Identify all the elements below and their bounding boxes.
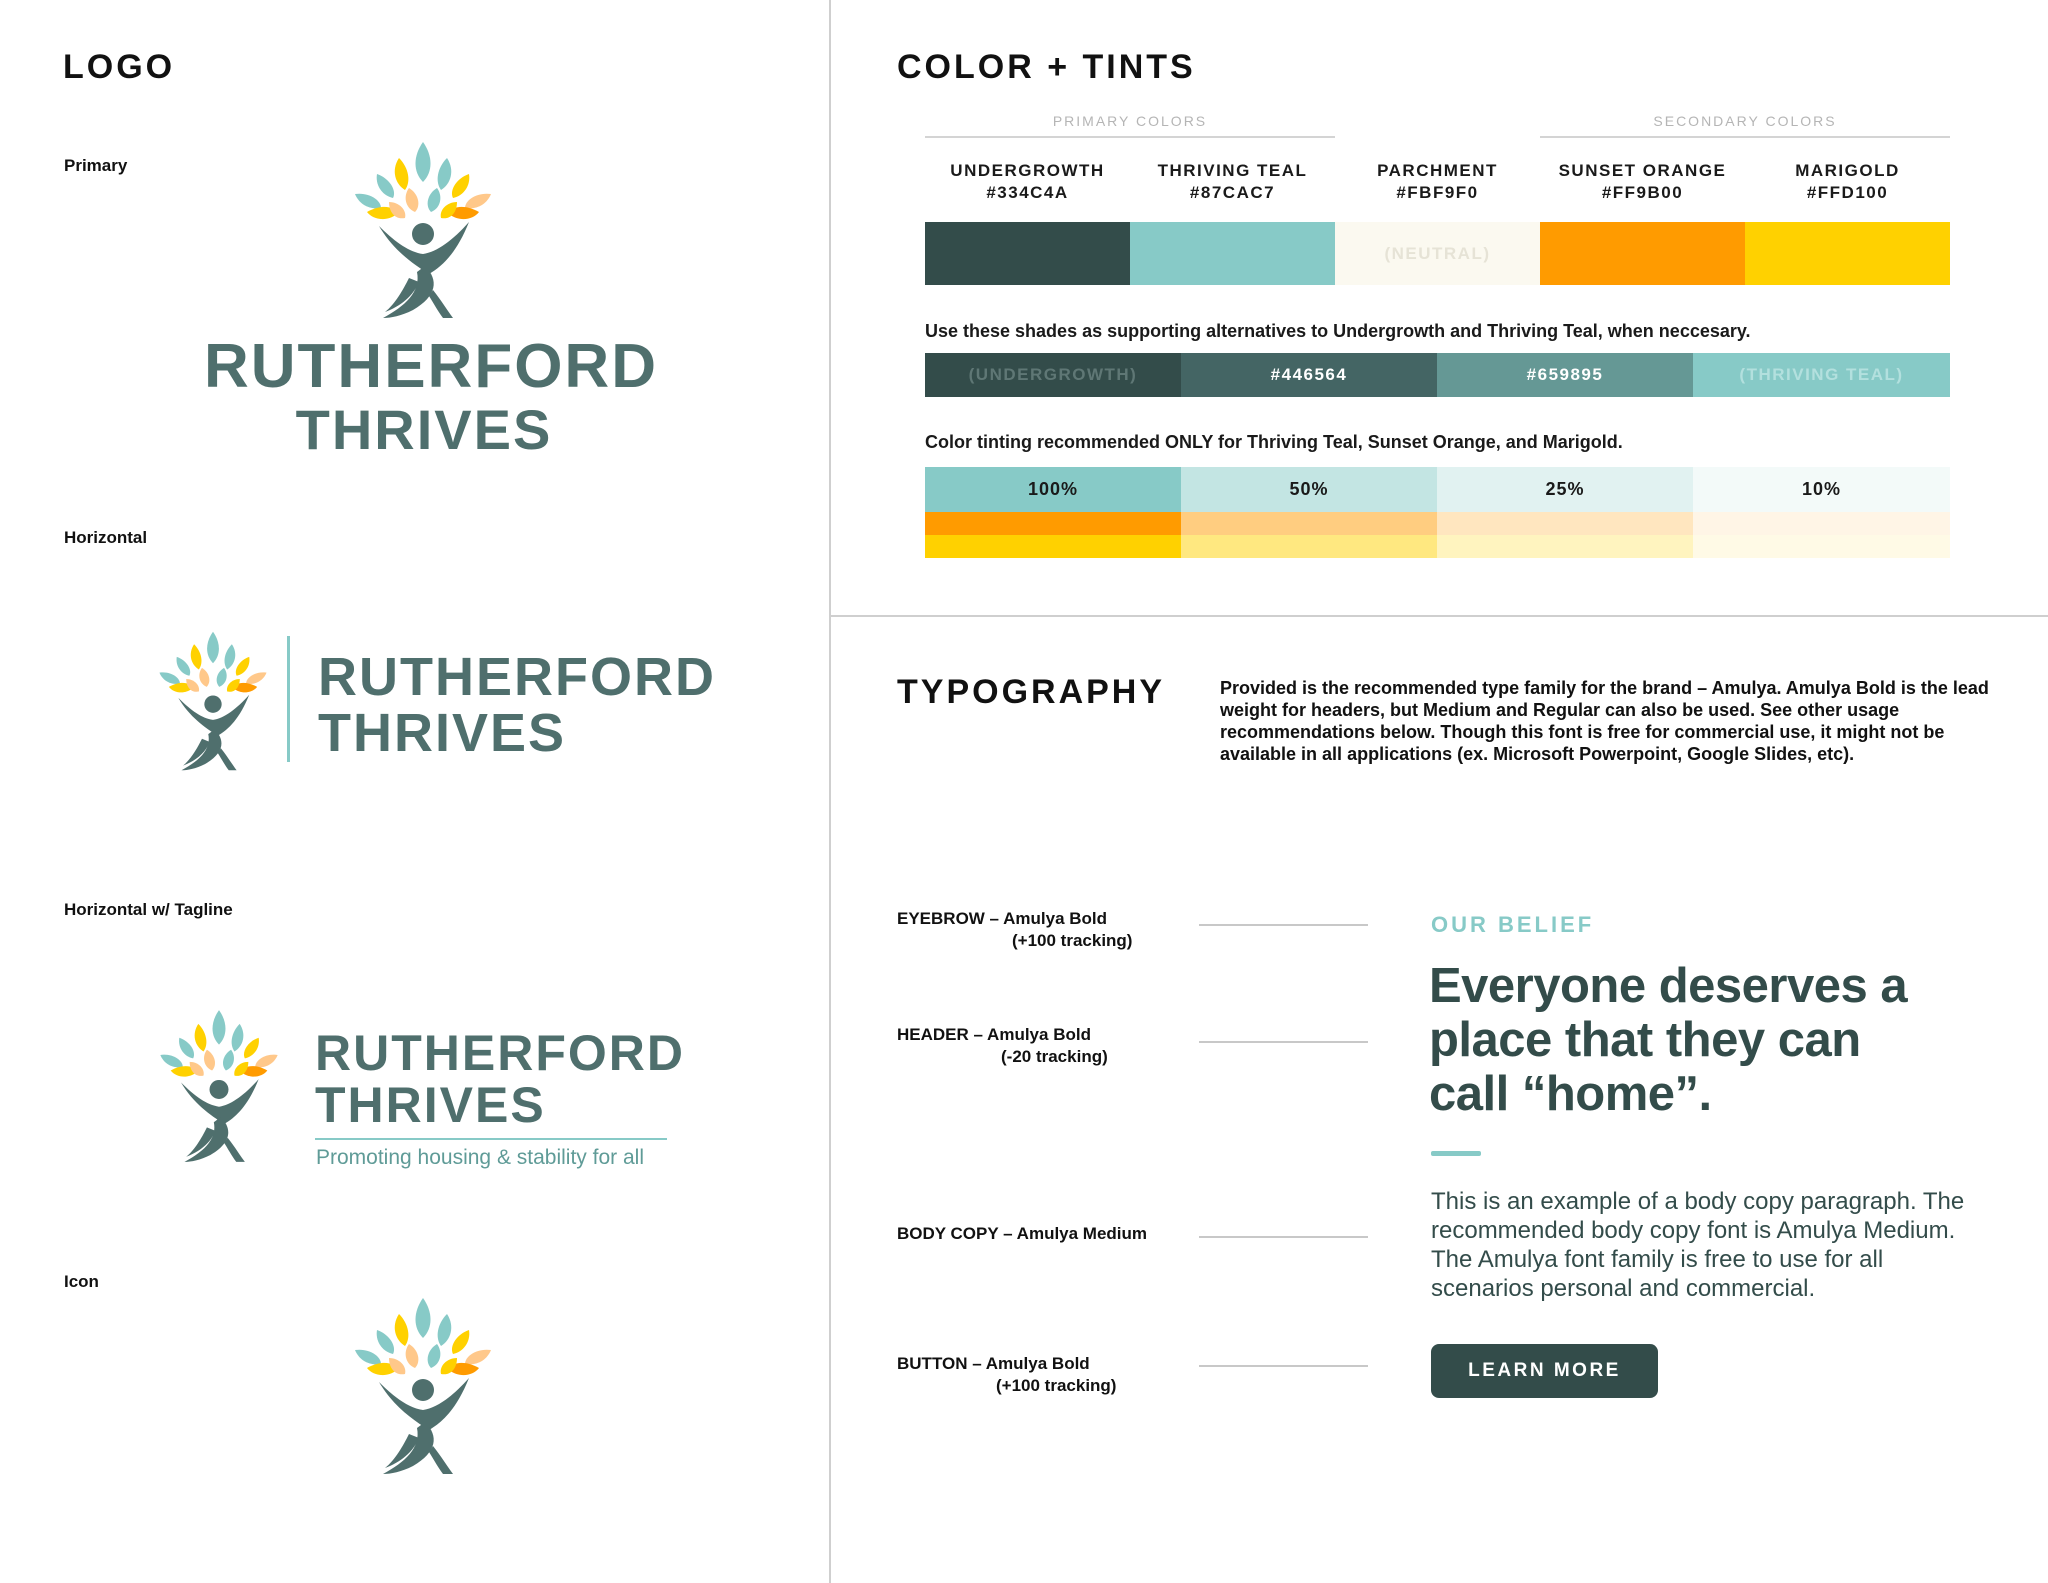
tint-teal-50: 50%	[1181, 467, 1437, 512]
swatch-parchment: (NEUTRAL)	[1335, 222, 1540, 285]
swatch-name: UNDERGROWTH	[950, 161, 1105, 180]
swatch-hex: #FFD100	[1806, 183, 1889, 202]
label-horizontal-tagline: Horizontal w/ Tagline	[64, 900, 233, 919]
tree-figure-icon	[343, 140, 503, 320]
tint-orange-100	[925, 512, 1181, 535]
sample-body-copy: This is an example of a body copy paragraph. The recommended body copy font is Amulya Medium. The Amulya font family is free to use for all scenarios personal and commercial.	[1431, 1188, 1965, 1302]
swatch-hex: #334C4A	[986, 183, 1069, 202]
tagline-logo-mark	[150, 1008, 288, 1164]
sample-accent-bar	[1431, 1151, 1481, 1156]
horizontal-divider	[831, 615, 2048, 617]
swatch-hex: #87CAC7	[1189, 183, 1276, 202]
tint-marigold-25	[1437, 535, 1693, 558]
primary-logo-mark	[343, 140, 503, 320]
tree-figure-icon	[150, 1008, 288, 1164]
spec-eyebrow-line2: (+100 tracking)	[1012, 931, 1133, 950]
swatch-hex: #FBF9F0	[1396, 183, 1479, 202]
swatch-hex: #FF9B00	[1601, 183, 1684, 202]
primary-logo-brand-line2: THRIVES	[295, 398, 553, 461]
swatch-undergrowth	[925, 222, 1130, 285]
spec-header-line2: (-20 tracking)	[1001, 1047, 1108, 1066]
tint-teal-100: 100%	[925, 467, 1181, 512]
spec-eyebrow-line1: EYEBROW – Amulya Bold	[897, 909, 1108, 928]
tint-orange-25	[1437, 512, 1693, 535]
tint-teal-25: 25%	[1437, 467, 1693, 512]
vertical-divider	[829, 0, 831, 1583]
swatch-name-parchment	[1335, 160, 1540, 204]
tint-note: Color tinting recommended ONLY for Thriving Teal, Sunset Orange, and Marigold.	[925, 432, 1623, 452]
spec-button-line1: BUTTON – Amulya Bold	[897, 1354, 1090, 1373]
label-icon: Icon	[64, 1272, 99, 1291]
swatch-name: MARIGOLD	[1795, 161, 1900, 180]
typography-section-title: TYPOGRAPHY	[897, 673, 1166, 711]
spec-eyebrow-connector	[1199, 924, 1368, 926]
tagline-rule	[315, 1138, 667, 1140]
primary-colors-rule	[925, 136, 1335, 138]
swatch-thriving-teal	[1130, 222, 1335, 285]
swatch-marigold	[1745, 222, 1950, 285]
tint-marigold-10	[1693, 535, 1950, 558]
swatch-name-marigold	[1745, 160, 1950, 204]
swatch-name-sunset-orange	[1540, 160, 1745, 204]
color-section-title: COLOR + TINTS	[897, 48, 1196, 86]
label-primary: Primary	[64, 156, 128, 175]
swatch-sunset-orange	[1540, 222, 1745, 285]
spec-button-line2: (+100 tracking)	[996, 1376, 1117, 1395]
horizontal-logo-brand-line1: RUTHERFORD	[318, 647, 716, 707]
tree-figure-icon	[343, 1296, 503, 1476]
tagline-text: Promoting housing & stability for all	[316, 1146, 644, 1169]
spec-header-connector	[1199, 1041, 1368, 1043]
horizontal-logo-separator	[287, 636, 290, 762]
shade-thriving-teal: (THRIVING TEAL)	[1693, 353, 1950, 397]
tint-marigold-100	[925, 535, 1181, 558]
tagline-logo-brand-line1: RUTHERFORD	[315, 1025, 685, 1081]
tint-teal-10: 10%	[1693, 467, 1950, 512]
shade-446564: #446564	[1181, 353, 1437, 397]
swatch-name: PARCHMENT	[1377, 161, 1498, 180]
horizontal-logo-mark	[150, 630, 276, 772]
swatch-name: THRIVING TEAL	[1157, 161, 1308, 180]
secondary-colors-rule	[1540, 136, 1950, 138]
sample-eyebrow: OUR BELIEF	[1431, 912, 1595, 937]
spec-button-connector	[1199, 1365, 1368, 1367]
swatch-name-undergrowth	[925, 160, 1130, 204]
tint-orange-10	[1693, 512, 1950, 535]
swatch-name: SUNSET ORANGE	[1558, 161, 1727, 180]
tint-marigold-50	[1181, 535, 1437, 558]
secondary-colors-heading: SECONDARY COLORS	[1653, 113, 1837, 129]
primary-logo-brand-line1: RUTHERFORD	[204, 332, 658, 401]
tint-orange-50	[1181, 512, 1437, 535]
primary-colors-heading: PRIMARY COLORS	[1052, 113, 1208, 129]
tree-figure-icon	[150, 630, 276, 772]
spec-body-copy: BODY COPY – Amulya Medium	[897, 1224, 1148, 1243]
shade-undergrowth: (UNDERGROWTH)	[925, 353, 1181, 397]
shade-659895: #659895	[1437, 353, 1693, 397]
swatch-name-thriving-teal	[1130, 160, 1335, 204]
tagline-logo-brand-line2: THRIVES	[315, 1077, 546, 1133]
logo-section-title: LOGO	[63, 48, 176, 86]
icon-logo-mark	[343, 1296, 503, 1476]
spec-body-connector	[1199, 1236, 1368, 1238]
horizontal-logo-brand-line2: THRIVES	[318, 703, 567, 763]
spec-header-line1: HEADER – Amulya Bold	[897, 1025, 1091, 1044]
shades-note: Use these shades as supporting alternatives to Undergrowth and Thriving Teal, when neccesary.	[925, 321, 1751, 341]
sample-headline: Everyone deserves a place that they can call “home”.	[1429, 959, 1908, 1121]
typography-description: Provided is the recommended type family for the brand – Amulya. Amulya Bold is the lead weight for headers, but Medium and Regular can also be used. See other usage recommendations below. Though this font is free for commercial use, it might not be available in all applications (ex. Microsoft Powerpoint, Google Slides, etc).	[1220, 678, 1989, 764]
learn-more-button[interactable]: LEARN MORE	[1431, 1344, 1658, 1398]
label-horizontal: Horizontal	[64, 528, 148, 547]
